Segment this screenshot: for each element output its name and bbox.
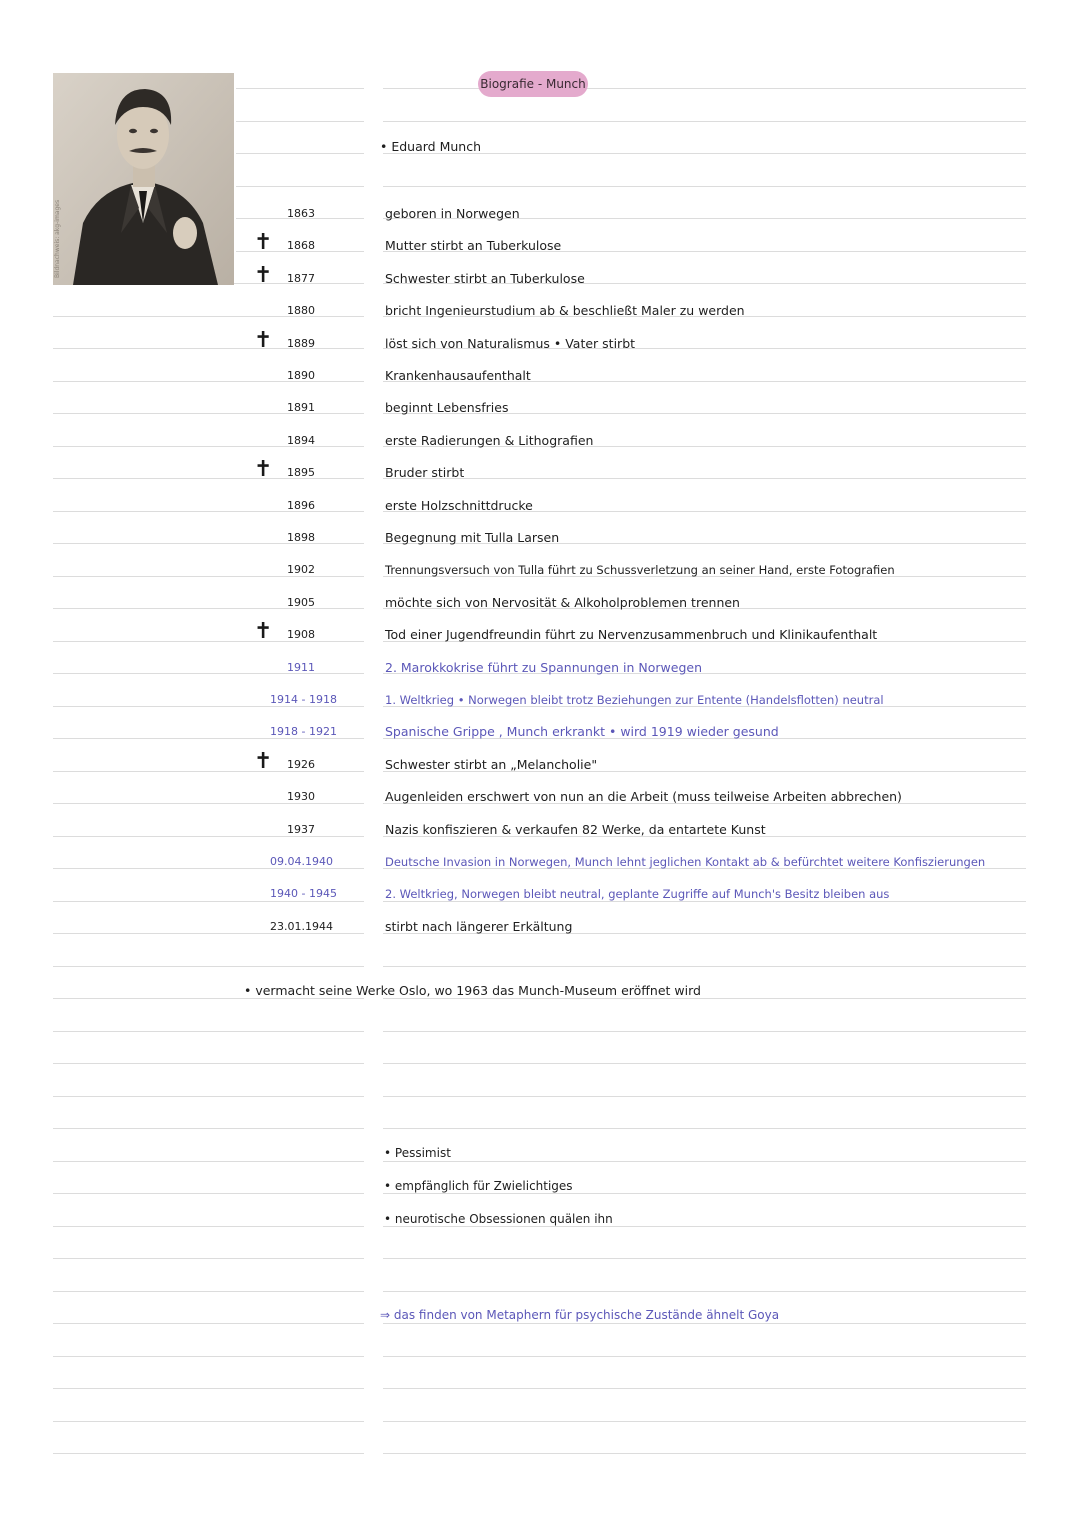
ruling-right [383,1421,1026,1422]
ruling-left [53,901,364,902]
timeline-year: 1898 [287,531,315,544]
ruling-right [383,186,1026,187]
ruling-left [53,478,364,479]
ruling-left [236,153,364,154]
timeline-event: stirbt nach längerer Erkältung [385,919,573,934]
timeline-year: 1868 [287,239,315,252]
ruling-left [53,1031,364,1032]
ruling-right [383,1291,1026,1292]
timeline-event: 1. Weltkrieg • Norwegen bleibt trotz Beziehungen zur Entente (Handelsflotten) neutral [385,693,884,707]
ruling-left [53,803,364,804]
timeline-year: 1890 [287,369,315,382]
timeline-year: 1877 [287,272,315,285]
timeline-year: 1930 [287,790,315,803]
timeline-event: 2. Marokkokrise führt zu Spannungen in Norwegen [385,660,702,675]
ruling-left [53,1388,364,1389]
ruling-left [53,608,364,609]
ruling-right [383,121,1026,122]
timeline-event: bricht Ingenieurstudium ab & beschließt Maler zu werden [385,303,745,318]
ruling-right [383,1096,1026,1097]
timeline-year: 1889 [287,337,315,350]
ruling-right [383,1161,1026,1162]
timeline-year: 1880 [287,304,315,317]
ruling-right [383,478,1026,479]
timeline-event: Nazis konfiszieren & verkaufen 82 Werke, da entartete Kunst [385,822,766,837]
timeline-year: 1891 [287,401,315,414]
timeline-year: 1914 - 1918 [270,693,337,706]
ruling-left [53,1258,364,1259]
timeline-event: erste Holzschnittdrucke [385,498,533,513]
bequest-note: • vermacht seine Werke Oslo, wo 1963 das Munch-Museum eröffnet wird [244,983,701,998]
ruling-left [53,1453,364,1454]
ruling-left [53,1291,364,1292]
trait-item: • empfänglich für Zwielichtiges [384,1179,573,1193]
timeline-year: 1911 [287,661,315,674]
timeline-event: Krankenhausaufenthalt [385,368,531,383]
ruling-right [383,1258,1026,1259]
ruling-right [383,1128,1026,1129]
ruling-left [53,966,364,967]
goya-comparison: ⇒ das finden von Metaphern für psychische Zustände ähnelt Goya [380,1308,780,1322]
ruling-left [53,1356,364,1357]
timeline-event: Begegnung mit Tulla Larsen [385,530,560,545]
ruling-right [383,1356,1026,1357]
ruling-left [53,413,364,414]
timeline-year: 1905 [287,596,315,609]
death-cross-icon: ✝ [254,619,273,644]
ruling-left [53,446,364,447]
timeline-event: möchte sich von Nervosität & Alkoholproblemen trennen [385,595,740,610]
ruling-left [53,1323,364,1324]
ruling-left [53,348,364,349]
ruling-left [53,511,364,512]
photo-credit: Bildnachweis: akg-images [54,199,61,278]
timeline-event: Schwester stirbt an „Melancholie" [385,757,598,772]
trait-item: • Pessimist [384,1146,451,1160]
ruling-left [53,1128,364,1129]
death-cross-icon: ✝ [254,328,273,353]
ruling-right [383,966,1026,967]
timeline-year: 1895 [287,466,315,479]
ruling-left [53,1193,364,1194]
timeline-year: 1918 - 1921 [270,725,337,738]
ruling-left [53,1096,364,1097]
timeline-event: geboren in Norwegen [385,206,520,221]
ruling-left [236,88,364,89]
timeline-event: Deutsche Invasion in Norwegen, Munch lehnt jeglichen Kontakt ab & befürchtet weitere Konfiszierungen [385,855,986,869]
death-cross-icon: ✝ [254,263,273,288]
ruling-left [53,543,364,544]
ruling-right [383,1031,1026,1032]
ruling-left [53,1063,364,1064]
timeline-year: 09.04.1940 [270,855,333,868]
timeline-year: 1863 [287,207,315,220]
timeline-event: Spanische Grippe , Munch erkrankt • wird 1919 wieder gesund [385,724,779,739]
ruling-left [53,1421,364,1422]
timeline-event: Trennungsversuch von Tulla führt zu Schussverletzung an seiner Hand, erste Fotografien [385,563,895,577]
ruling-left [236,186,364,187]
ruling-right [383,1453,1026,1454]
ruling-left [53,673,364,674]
ruling-right [383,1388,1026,1389]
death-cross-icon: ✝ [254,230,273,255]
ruling-left [53,1161,364,1162]
ruling-left [53,641,364,642]
timeline-year: 1894 [287,434,315,447]
timeline-event: löst sich von Naturalismus • Vater stirbt [385,336,636,351]
timeline-event: Augenleiden erschwert von nun an die Arbeit (muss teilweise Arbeiten abbrechen) [385,789,902,804]
timeline-year: 1937 [287,823,315,836]
timeline-event: 2. Weltkrieg, Norwegen bleibt neutral, geplante Zugriffe auf Munch's Besitz bleiben aus [385,887,890,901]
timeline-year: 1908 [287,628,315,641]
ruling-left [53,381,364,382]
timeline-event: beginnt Lebensfries [385,400,509,415]
trait-item: • neurotische Obsessionen quälen ihn [384,1212,613,1226]
ruling-left [53,771,364,772]
ruling-left [236,121,364,122]
ruling-left [53,316,364,317]
timeline-year: 23.01.1944 [270,920,333,933]
timeline-event: Schwester stirbt an Tuberkulose [385,271,585,286]
death-cross-icon: ✝ [254,457,273,482]
page-title: Biografie - Munch [478,71,588,97]
name-line: • Eduard Munch [380,139,482,154]
ruling-left [53,1226,364,1227]
timeline-event: Tod einer Jugendfreundin führt zu Nervenzusammenbruch und Klinikaufenthalt [385,627,878,642]
timeline-event: erste Radierungen & Lithografien [385,433,594,448]
ruling-left [53,576,364,577]
timeline-year: 1926 [287,758,315,771]
portrait-image [53,73,234,285]
timeline-year: 1940 - 1945 [270,887,337,900]
timeline-event: Bruder stirbt [385,465,465,480]
timeline-year: 1896 [287,499,315,512]
timeline-year: 1902 [287,563,315,576]
ruling-right [383,1323,1026,1324]
ruling-right [383,1063,1026,1064]
munch-portrait-photo [53,73,234,285]
timeline-event: Mutter stirbt an Tuberkulose [385,238,562,253]
death-cross-icon: ✝ [254,749,273,774]
ruling-left [53,836,364,837]
